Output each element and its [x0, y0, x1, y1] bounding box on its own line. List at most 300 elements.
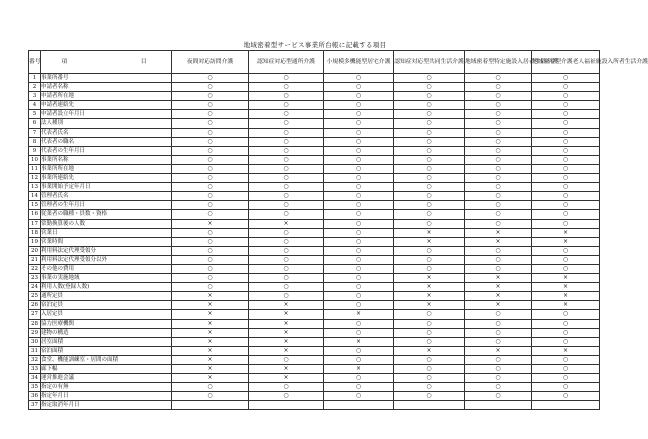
applicability-mark: ○ [324, 346, 394, 355]
item-label: 代表者氏名 [41, 128, 172, 137]
applicability-mark: ○ [324, 174, 394, 183]
applicability-mark: ○ [324, 274, 394, 283]
applicability-mark: ○ [324, 264, 394, 273]
applicability-mark: × [394, 274, 465, 283]
applicability-mark: ○ [532, 119, 600, 128]
row-number: 30 [29, 337, 41, 346]
applicability-mark: × [532, 228, 600, 237]
applicability-mark: × [465, 237, 532, 246]
table-row [29, 210, 600, 219]
applicability-mark [172, 401, 249, 410]
page-title: 地域密着型サービス事業所台帳に記載する項目 [243, 41, 387, 49]
applicability-mark: ○ [324, 392, 394, 401]
row-number: 2 [29, 83, 41, 92]
applicability-mark: × [172, 328, 249, 337]
applicability-mark: ○ [249, 255, 324, 264]
row-number: 21 [29, 255, 41, 264]
applicability-mark: ○ [324, 355, 394, 364]
row-number: 1 [29, 74, 41, 83]
applicability-mark: ○ [172, 128, 249, 137]
applicability-mark: × [532, 274, 600, 283]
item-label: 事業所番号 [41, 74, 172, 83]
applicability-mark: × [465, 292, 532, 301]
row-number: 3 [29, 92, 41, 101]
applicability-mark: ○ [394, 146, 465, 155]
applicability-mark: ○ [249, 146, 324, 155]
applicability-mark: × [172, 319, 249, 328]
applicability-mark: ○ [465, 155, 532, 164]
applicability-mark: ○ [394, 319, 465, 328]
item-header: 項 目 [41, 51, 172, 74]
applicability-mark: ○ [465, 110, 532, 119]
applicability-mark: ○ [249, 274, 324, 283]
applicability-mark: × [324, 310, 394, 319]
applicability-mark: ○ [172, 74, 249, 83]
table-row [29, 274, 600, 283]
applicability-mark: ○ [532, 310, 600, 319]
applicability-mark: ○ [394, 92, 465, 101]
applicability-mark: ○ [324, 210, 394, 219]
applicability-mark: × [172, 355, 249, 364]
applicability-mark: × [394, 346, 465, 355]
applicability-mark: × [249, 374, 324, 383]
applicability-mark: ○ [465, 255, 532, 264]
item-label: 常勤換算後の人数 [41, 219, 172, 228]
applicability-mark: ○ [394, 174, 465, 183]
applicability-mark: ○ [324, 128, 394, 137]
applicability-mark: ○ [394, 383, 465, 392]
applicability-mark: ○ [532, 137, 600, 146]
applicability-mark: × [172, 219, 249, 228]
applicability-mark: × [532, 283, 600, 292]
header-row [29, 51, 600, 74]
applicability-mark: ○ [249, 174, 324, 183]
row-number: 9 [29, 146, 41, 155]
applicability-mark: ○ [324, 301, 394, 310]
applicability-mark: ○ [249, 101, 324, 110]
applicability-mark: ○ [465, 337, 532, 346]
applicability-mark: ○ [172, 83, 249, 92]
applicability-mark: ○ [532, 319, 600, 328]
row-number: 29 [29, 328, 41, 337]
applicability-mark: × [532, 237, 600, 246]
item-label: 事業開始予定年月日 [41, 183, 172, 192]
applicability-mark: × [172, 310, 249, 319]
applicability-mark: ○ [394, 365, 465, 374]
applicability-mark: ○ [172, 228, 249, 237]
row-number: 26 [29, 301, 41, 310]
applicability-mark: ○ [465, 183, 532, 192]
table-row [29, 237, 600, 246]
applicability-mark: × [172, 374, 249, 383]
applicability-mark: ○ [465, 174, 532, 183]
applicability-mark: × [394, 228, 465, 237]
applicability-mark: ○ [465, 383, 532, 392]
applicability-mark: × [324, 337, 394, 346]
item-label: 法人種別 [41, 119, 172, 128]
applicability-mark: ○ [324, 146, 394, 155]
item-label: 入居定員 [41, 310, 172, 319]
applicability-mark: ○ [532, 255, 600, 264]
applicability-mark: × [172, 346, 249, 355]
applicability-mark: ○ [249, 183, 324, 192]
item-label: 管理者の生年月日 [41, 201, 172, 210]
row-number: 10 [29, 155, 41, 164]
applicability-mark: ○ [465, 365, 532, 374]
applicability-mark: ○ [465, 119, 532, 128]
applicability-mark: ○ [394, 192, 465, 201]
table-row [29, 219, 600, 228]
applicability-mark: ○ [249, 264, 324, 273]
applicability-mark: ○ [394, 201, 465, 210]
applicability-mark: ○ [249, 83, 324, 92]
applicability-mark: ○ [394, 337, 465, 346]
applicability-mark: ○ [465, 146, 532, 155]
applicability-mark: ○ [465, 392, 532, 401]
applicability-mark: ○ [249, 383, 324, 392]
applicability-mark: × [249, 365, 324, 374]
service-header: 小規模多機能型居宅介護 [324, 51, 394, 74]
applicability-mark: ○ [465, 264, 532, 273]
service-header: 地域密着型特定施設入居者生活介護 [465, 51, 532, 74]
applicability-mark: ○ [394, 110, 465, 119]
applicability-mark: ○ [532, 92, 600, 101]
applicability-mark: ○ [532, 164, 600, 173]
row-number: 20 [29, 246, 41, 255]
item-label: 利用料法定代理受領分以外 [41, 255, 172, 264]
applicability-mark: ○ [172, 192, 249, 201]
applicability-mark: ○ [324, 201, 394, 210]
applicability-mark: ○ [394, 183, 465, 192]
item-label: 宿泊定員 [41, 301, 172, 310]
applicability-mark: ○ [532, 246, 600, 255]
applicability-mark: ○ [532, 328, 600, 337]
applicability-mark: ○ [532, 355, 600, 364]
table-row [29, 155, 600, 164]
applicability-mark: × [465, 346, 532, 355]
item-label: 代表者の生年月日 [41, 146, 172, 155]
applicability-mark: × [249, 219, 324, 228]
table-row [29, 319, 600, 328]
applicability-mark: ○ [172, 101, 249, 110]
applicability-mark: × [249, 328, 324, 337]
item-label: 利用料法定代理受領分 [41, 246, 172, 255]
table-row [29, 183, 600, 192]
item-label: 宿泊面積 [41, 346, 172, 355]
item-label: 管理者氏名 [41, 192, 172, 201]
table-row [29, 401, 600, 410]
table-row [29, 83, 600, 92]
table-row [29, 337, 600, 346]
applicability-mark: ○ [394, 246, 465, 255]
applicability-mark: ○ [465, 219, 532, 228]
applicability-mark: ○ [465, 92, 532, 101]
row-number: 11 [29, 164, 41, 173]
item-label: 指定取消年月日 [41, 401, 172, 410]
applicability-mark: ○ [172, 174, 249, 183]
applicability-mark: × [172, 301, 249, 310]
table-row [29, 365, 600, 374]
applicability-mark: ○ [532, 264, 600, 273]
applicability-mark [394, 401, 465, 410]
applicability-mark: ○ [249, 210, 324, 219]
applicability-mark: ○ [172, 283, 249, 292]
item-label: 営業日 [41, 228, 172, 237]
applicability-mark: ○ [394, 355, 465, 364]
table-row [29, 383, 600, 392]
service-header: 認知症対応型共同生活介護 [394, 51, 465, 74]
applicability-mark: ○ [172, 274, 249, 283]
applicability-mark: ○ [465, 201, 532, 210]
applicability-mark: ○ [172, 201, 249, 210]
applicability-mark: ○ [394, 374, 465, 383]
applicability-mark: ○ [249, 74, 324, 83]
table-row [29, 74, 600, 83]
applicability-mark: × [249, 301, 324, 310]
applicability-mark: ○ [532, 365, 600, 374]
table-row [29, 137, 600, 146]
table-row [29, 146, 600, 155]
applicability-mark: ○ [249, 110, 324, 119]
table-row [29, 92, 600, 101]
table-row [29, 228, 600, 237]
applicability-mark: ○ [532, 174, 600, 183]
applicability-mark: ○ [394, 119, 465, 128]
applicability-mark: ○ [172, 92, 249, 101]
row-number: 24 [29, 283, 41, 292]
applicability-mark: ○ [394, 210, 465, 219]
applicability-mark: × [394, 292, 465, 301]
item-label: 従業者の職種・員数・資格 [41, 210, 172, 219]
applicability-mark: × [249, 310, 324, 319]
row-number: 17 [29, 219, 41, 228]
row-number: 33 [29, 365, 41, 374]
applicability-mark: ○ [532, 374, 600, 383]
applicability-mark: ○ [532, 155, 600, 164]
applicability-mark: × [465, 283, 532, 292]
applicability-mark: ○ [324, 328, 394, 337]
applicability-mark: ○ [324, 83, 394, 92]
applicability-mark: ○ [324, 119, 394, 128]
applicability-mark: ○ [324, 192, 394, 201]
applicability-mark: ○ [324, 164, 394, 173]
applicability-mark: ○ [465, 210, 532, 219]
item-label: 事業の実施地域 [41, 274, 172, 283]
item-label: 代表者の職名 [41, 137, 172, 146]
applicability-mark: ○ [249, 292, 324, 301]
applicability-mark: ○ [532, 101, 600, 110]
row-number: 31 [29, 346, 41, 355]
item-label: 利用人数(登録人数) [41, 283, 172, 292]
applicability-mark: ○ [465, 83, 532, 92]
item-label: 申請者名称 [41, 83, 172, 92]
row-number: 27 [29, 310, 41, 319]
applicability-mark: ○ [324, 101, 394, 110]
table-row [29, 328, 600, 337]
applicability-mark: ○ [324, 137, 394, 146]
applicability-mark: ○ [394, 83, 465, 92]
applicability-mark: ○ [394, 164, 465, 173]
applicability-mark: × [465, 274, 532, 283]
applicability-mark: ○ [249, 92, 324, 101]
applicability-mark: ○ [394, 310, 465, 319]
item-label: 運営推進会議 [41, 374, 172, 383]
applicability-mark: ○ [172, 146, 249, 155]
row-number: 15 [29, 201, 41, 210]
table-row [29, 246, 600, 255]
row-number: 19 [29, 237, 41, 246]
applicability-mark: ○ [324, 292, 394, 301]
applicability-mark: ○ [324, 155, 394, 164]
applicability-mark: ○ [532, 201, 600, 210]
table-body [29, 74, 600, 410]
applicability-mark: ○ [465, 310, 532, 319]
applicability-mark: ○ [324, 237, 394, 246]
applicability-mark: ○ [249, 246, 324, 255]
applicability-mark: ○ [394, 264, 465, 273]
applicability-mark: ○ [465, 374, 532, 383]
applicability-mark: ○ [532, 337, 600, 346]
applicability-mark: ○ [394, 74, 465, 83]
applicability-mark: ○ [324, 110, 394, 119]
applicability-mark: × [532, 292, 600, 301]
applicability-mark: ○ [324, 319, 394, 328]
applicability-mark: × [324, 365, 394, 374]
applicability-mark: ○ [324, 228, 394, 237]
table-row [29, 101, 600, 110]
item-label: 事業所名称 [41, 155, 172, 164]
applicability-mark: ○ [324, 74, 394, 83]
item-label: 建物の構造 [41, 328, 172, 337]
applicability-mark: ○ [465, 74, 532, 83]
item-label: 指定年月日 [41, 392, 172, 401]
item-label: 指定の有無 [41, 383, 172, 392]
applicability-mark: ○ [532, 128, 600, 137]
applicability-mark: × [532, 346, 600, 355]
item-label: 通所定員 [41, 292, 172, 301]
applicability-mark: ○ [172, 110, 249, 119]
table-row [29, 283, 600, 292]
applicability-mark: ○ [172, 237, 249, 246]
applicability-mark: ○ [532, 146, 600, 155]
applicability-mark: ○ [172, 255, 249, 264]
item-label: 営業時間 [41, 237, 172, 246]
row-number: 23 [29, 274, 41, 283]
applicability-mark: ○ [465, 355, 532, 364]
applicability-mark: ○ [324, 383, 394, 392]
applicability-mark: ○ [172, 155, 249, 164]
applicability-mark: × [394, 283, 465, 292]
applicability-mark: × [172, 337, 249, 346]
row-number: 5 [29, 110, 41, 119]
table-row [29, 392, 600, 401]
row-number: 14 [29, 192, 41, 201]
row-number: 36 [29, 392, 41, 401]
applicability-mark: ○ [532, 210, 600, 219]
applicability-mark: × [465, 228, 532, 237]
applicability-mark: × [249, 346, 324, 355]
applicability-mark: ○ [324, 374, 394, 383]
applicability-mark [249, 401, 324, 410]
applicability-mark [324, 401, 394, 410]
row-number: 8 [29, 137, 41, 146]
table-row [29, 355, 600, 364]
row-number: 6 [29, 119, 41, 128]
applicability-mark: ○ [532, 110, 600, 119]
table-row [29, 264, 600, 273]
applicability-mark: ○ [532, 74, 600, 83]
applicability-mark: ○ [394, 155, 465, 164]
applicability-mark: ○ [172, 210, 249, 219]
item-label: 申請者連絡先 [41, 101, 172, 110]
applicability-mark: ○ [324, 183, 394, 192]
item-label: 廊下幅 [41, 365, 172, 374]
applicability-mark: ○ [394, 328, 465, 337]
row-number: 32 [29, 355, 41, 364]
applicability-mark: ○ [172, 119, 249, 128]
row-number: 4 [29, 101, 41, 110]
applicability-mark: ○ [172, 246, 249, 255]
applicability-mark [465, 401, 532, 410]
table-row [29, 255, 600, 264]
applicability-mark: ○ [172, 383, 249, 392]
table-row [29, 119, 600, 128]
item-label: 事業所連絡先 [41, 174, 172, 183]
row-number: 25 [29, 292, 41, 301]
applicability-mark: ○ [249, 128, 324, 137]
row-number: 7 [29, 128, 41, 137]
row-number: 13 [29, 183, 41, 192]
item-label: 協力医療機関 [41, 319, 172, 328]
applicability-mark: ○ [249, 137, 324, 146]
applicability-mark: ○ [249, 237, 324, 246]
applicability-mark: ○ [324, 219, 394, 228]
applicability-mark: ○ [532, 192, 600, 201]
applicability-mark: ○ [324, 246, 394, 255]
applicability-mark: × [172, 365, 249, 374]
applicability-mark: ○ [532, 219, 600, 228]
applicability-mark: × [465, 301, 532, 310]
table-row [29, 310, 600, 319]
row-number: 34 [29, 374, 41, 383]
applicability-mark: ○ [249, 201, 324, 210]
applicability-mark: ○ [465, 192, 532, 201]
table-row [29, 110, 600, 119]
applicability-mark: ○ [532, 183, 600, 192]
applicability-mark: ○ [394, 219, 465, 228]
applicability-mark: × [172, 292, 249, 301]
applicability-mark: ○ [532, 383, 600, 392]
table-row [29, 192, 600, 201]
applicability-mark: ○ [465, 319, 532, 328]
ledger-items-table [28, 50, 648, 410]
applicability-mark: ○ [465, 128, 532, 137]
applicability-mark: ○ [532, 392, 600, 401]
row-number: 28 [29, 319, 41, 328]
table-row [29, 374, 600, 383]
applicability-mark: ○ [172, 264, 249, 273]
service-header: 地域密着型介護老人福祉施設入所者生活介護 [532, 51, 600, 74]
row-number: 22 [29, 264, 41, 273]
table-row [29, 292, 600, 301]
applicability-mark: × [249, 319, 324, 328]
applicability-mark: × [532, 301, 600, 310]
applicability-mark: ○ [465, 246, 532, 255]
applicability-mark: × [249, 337, 324, 346]
row-number: 12 [29, 174, 41, 183]
applicability-mark: ○ [465, 164, 532, 173]
item-label: 申請者設立年月日 [41, 110, 172, 119]
